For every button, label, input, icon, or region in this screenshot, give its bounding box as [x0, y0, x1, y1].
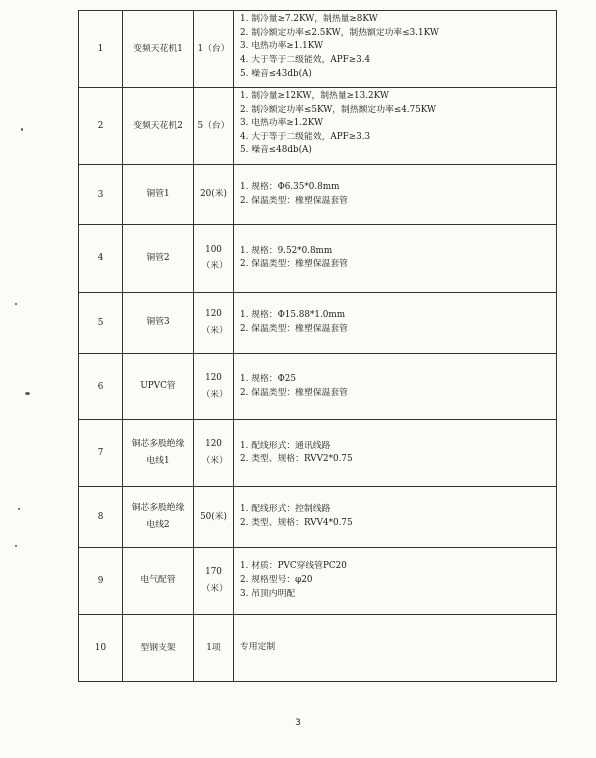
- table-row: [79, 420, 557, 487]
- item-name: [123, 614, 194, 681]
- scan-speck: [15, 303, 17, 305]
- spec-line: 4. 大于等于二级能效，APF≥3.3: [240, 131, 371, 142]
- spec-line: 1. 制冷量≥7.2KW，制热量≥8KW: [240, 14, 378, 24]
- spec-line: 4. 大于等于二级能效，APF≥3.4: [240, 54, 371, 65]
- table-row: [79, 614, 557, 681]
- item-spec: [234, 164, 557, 225]
- item-quantity-text: 100 （米）: [201, 244, 228, 272]
- item-name: [123, 420, 194, 487]
- spec-line: 1. 配线形式：通讯线路: [240, 440, 331, 451]
- spec-line: 3. 吊顶内明配: [240, 588, 296, 599]
- item-spec: [234, 225, 557, 292]
- item-name: [123, 164, 194, 225]
- item-quantity: [194, 354, 234, 420]
- item-spec: [234, 420, 557, 487]
- item-spec: [234, 487, 557, 548]
- item-name: [123, 547, 194, 614]
- table-row: [79, 225, 557, 292]
- row-number: 6: [79, 354, 123, 420]
- scan-speck: [15, 545, 17, 547]
- item-name-text: 铜管3: [146, 317, 170, 328]
- spec-line: 2. 保温类型：橡塑保温套管: [240, 195, 348, 206]
- spec-line: 5. 噪音≤48db(A): [240, 145, 312, 156]
- item-quantity-text: 120 （米）: [201, 439, 228, 467]
- spec-line: 1. 规格：9.52*0.8mm: [240, 245, 333, 256]
- row-number: 3: [79, 164, 123, 225]
- item-name: [123, 354, 194, 420]
- spec-line: 1. 规格：Φ15.88*1.0mm: [240, 310, 346, 321]
- row-number: 7: [79, 420, 123, 487]
- item-quantity-text: 1项: [206, 642, 221, 653]
- row-number: 4: [79, 225, 123, 292]
- item-quantity-text: 20(米): [200, 189, 227, 200]
- row-number: 1: [79, 11, 123, 88]
- item-quantity: [194, 164, 234, 225]
- item-name-text: 电气配管: [140, 575, 176, 586]
- table-body: [79, 11, 557, 682]
- row-number: 8: [79, 487, 123, 548]
- spec-line: 2. 类型、规格：RVV4*0.75: [240, 518, 353, 528]
- table-row: [79, 547, 557, 614]
- spec-line: 2. 类型、规格：RVV2*0.75: [240, 454, 353, 465]
- row-number: 9: [79, 547, 123, 614]
- item-quantity-text: 120 （米）: [201, 372, 228, 400]
- spec-line: 2. 制冷额定功率≤2.5KW，制热额定功率≤3.1KW: [240, 27, 439, 38]
- item-spec: [234, 547, 557, 614]
- item-quantity-text: 120 （米）: [201, 309, 228, 336]
- spec-line: 2. 规格型号：φ20: [240, 575, 313, 586]
- item-name: [123, 11, 194, 88]
- item-name-text: 铜芯多股绝缘 电线2: [131, 503, 185, 530]
- table-row: [79, 164, 557, 225]
- item-name-text: 铜管2: [146, 253, 170, 264]
- spec-line: 1. 配线形式：控制线路: [240, 504, 331, 515]
- item-spec: [234, 87, 557, 164]
- spec-line: 2. 保温类型：橡塑保温套管: [240, 387, 348, 398]
- spec-line: 2. 保温类型：橡塑保温套管: [240, 323, 348, 334]
- item-spec: [234, 354, 557, 420]
- spec-line: 2. 保温类型：橡塑保温套管: [240, 259, 348, 270]
- item-quantity-text: 170 （米）: [201, 567, 228, 594]
- table-row: [79, 87, 557, 164]
- spec-line: 1. 材质：PVC穿线管PC20: [240, 561, 347, 572]
- spec-line: 2. 制冷额定功率≤5KW，制热额定功率≤4.75KW: [240, 104, 437, 115]
- scan-speck: [21, 128, 23, 131]
- item-spec: [234, 614, 557, 681]
- table-row: [79, 11, 557, 88]
- item-spec: [234, 11, 557, 88]
- item-spec: [234, 292, 557, 354]
- item-name-text: UPVC管: [140, 381, 176, 392]
- row-number: 10: [79, 614, 123, 681]
- spec-table: [78, 10, 557, 682]
- table-row: [79, 354, 557, 420]
- item-quantity: [194, 225, 234, 292]
- item-name-text: 铜管1: [146, 189, 170, 200]
- item-name: [123, 225, 194, 292]
- item-quantity: [194, 292, 234, 354]
- item-name: [123, 87, 194, 164]
- item-name: [123, 487, 194, 548]
- item-quantity: [194, 487, 234, 548]
- spec-line: 3. 电热功率≥1.2KW: [240, 118, 324, 129]
- row-number: 5: [79, 292, 123, 354]
- item-quantity: [194, 614, 234, 681]
- spec-line: 1. 规格：Φ6.35*0.8mm: [240, 182, 340, 193]
- row-number: 2: [79, 87, 123, 164]
- item-name-text: 型钢支架: [140, 642, 176, 653]
- spec-line: 专用定制: [240, 642, 276, 653]
- item-quantity: [194, 420, 234, 487]
- item-name: [123, 292, 194, 354]
- item-quantity-text: 50(米): [200, 511, 227, 522]
- item-quantity-text: 5（台）: [197, 120, 230, 131]
- scan-speck: [25, 392, 30, 395]
- item-quantity: [194, 547, 234, 614]
- table-row: [79, 487, 557, 548]
- spec-line: 3. 电热功率≥1.1KW: [240, 41, 324, 52]
- item-name-text: 铜芯多股绝缘 电线1: [131, 439, 185, 467]
- page-number: 3: [295, 718, 301, 728]
- spec-line: 5. 噪音≤43db(A): [240, 68, 312, 79]
- item-quantity: [194, 11, 234, 88]
- spec-line: 1. 规格：Φ25: [240, 374, 296, 385]
- item-quantity-text: 1（台）: [197, 43, 230, 54]
- spec-line: 1. 制冷量≥12KW，制热量≥13.2KW: [240, 90, 389, 101]
- item-name-text: 变频天花机1: [133, 43, 183, 54]
- item-quantity: [194, 87, 234, 164]
- scan-speck: [18, 508, 20, 510]
- item-name-text: 变频天花机2: [133, 120, 183, 131]
- table-row: [79, 292, 557, 354]
